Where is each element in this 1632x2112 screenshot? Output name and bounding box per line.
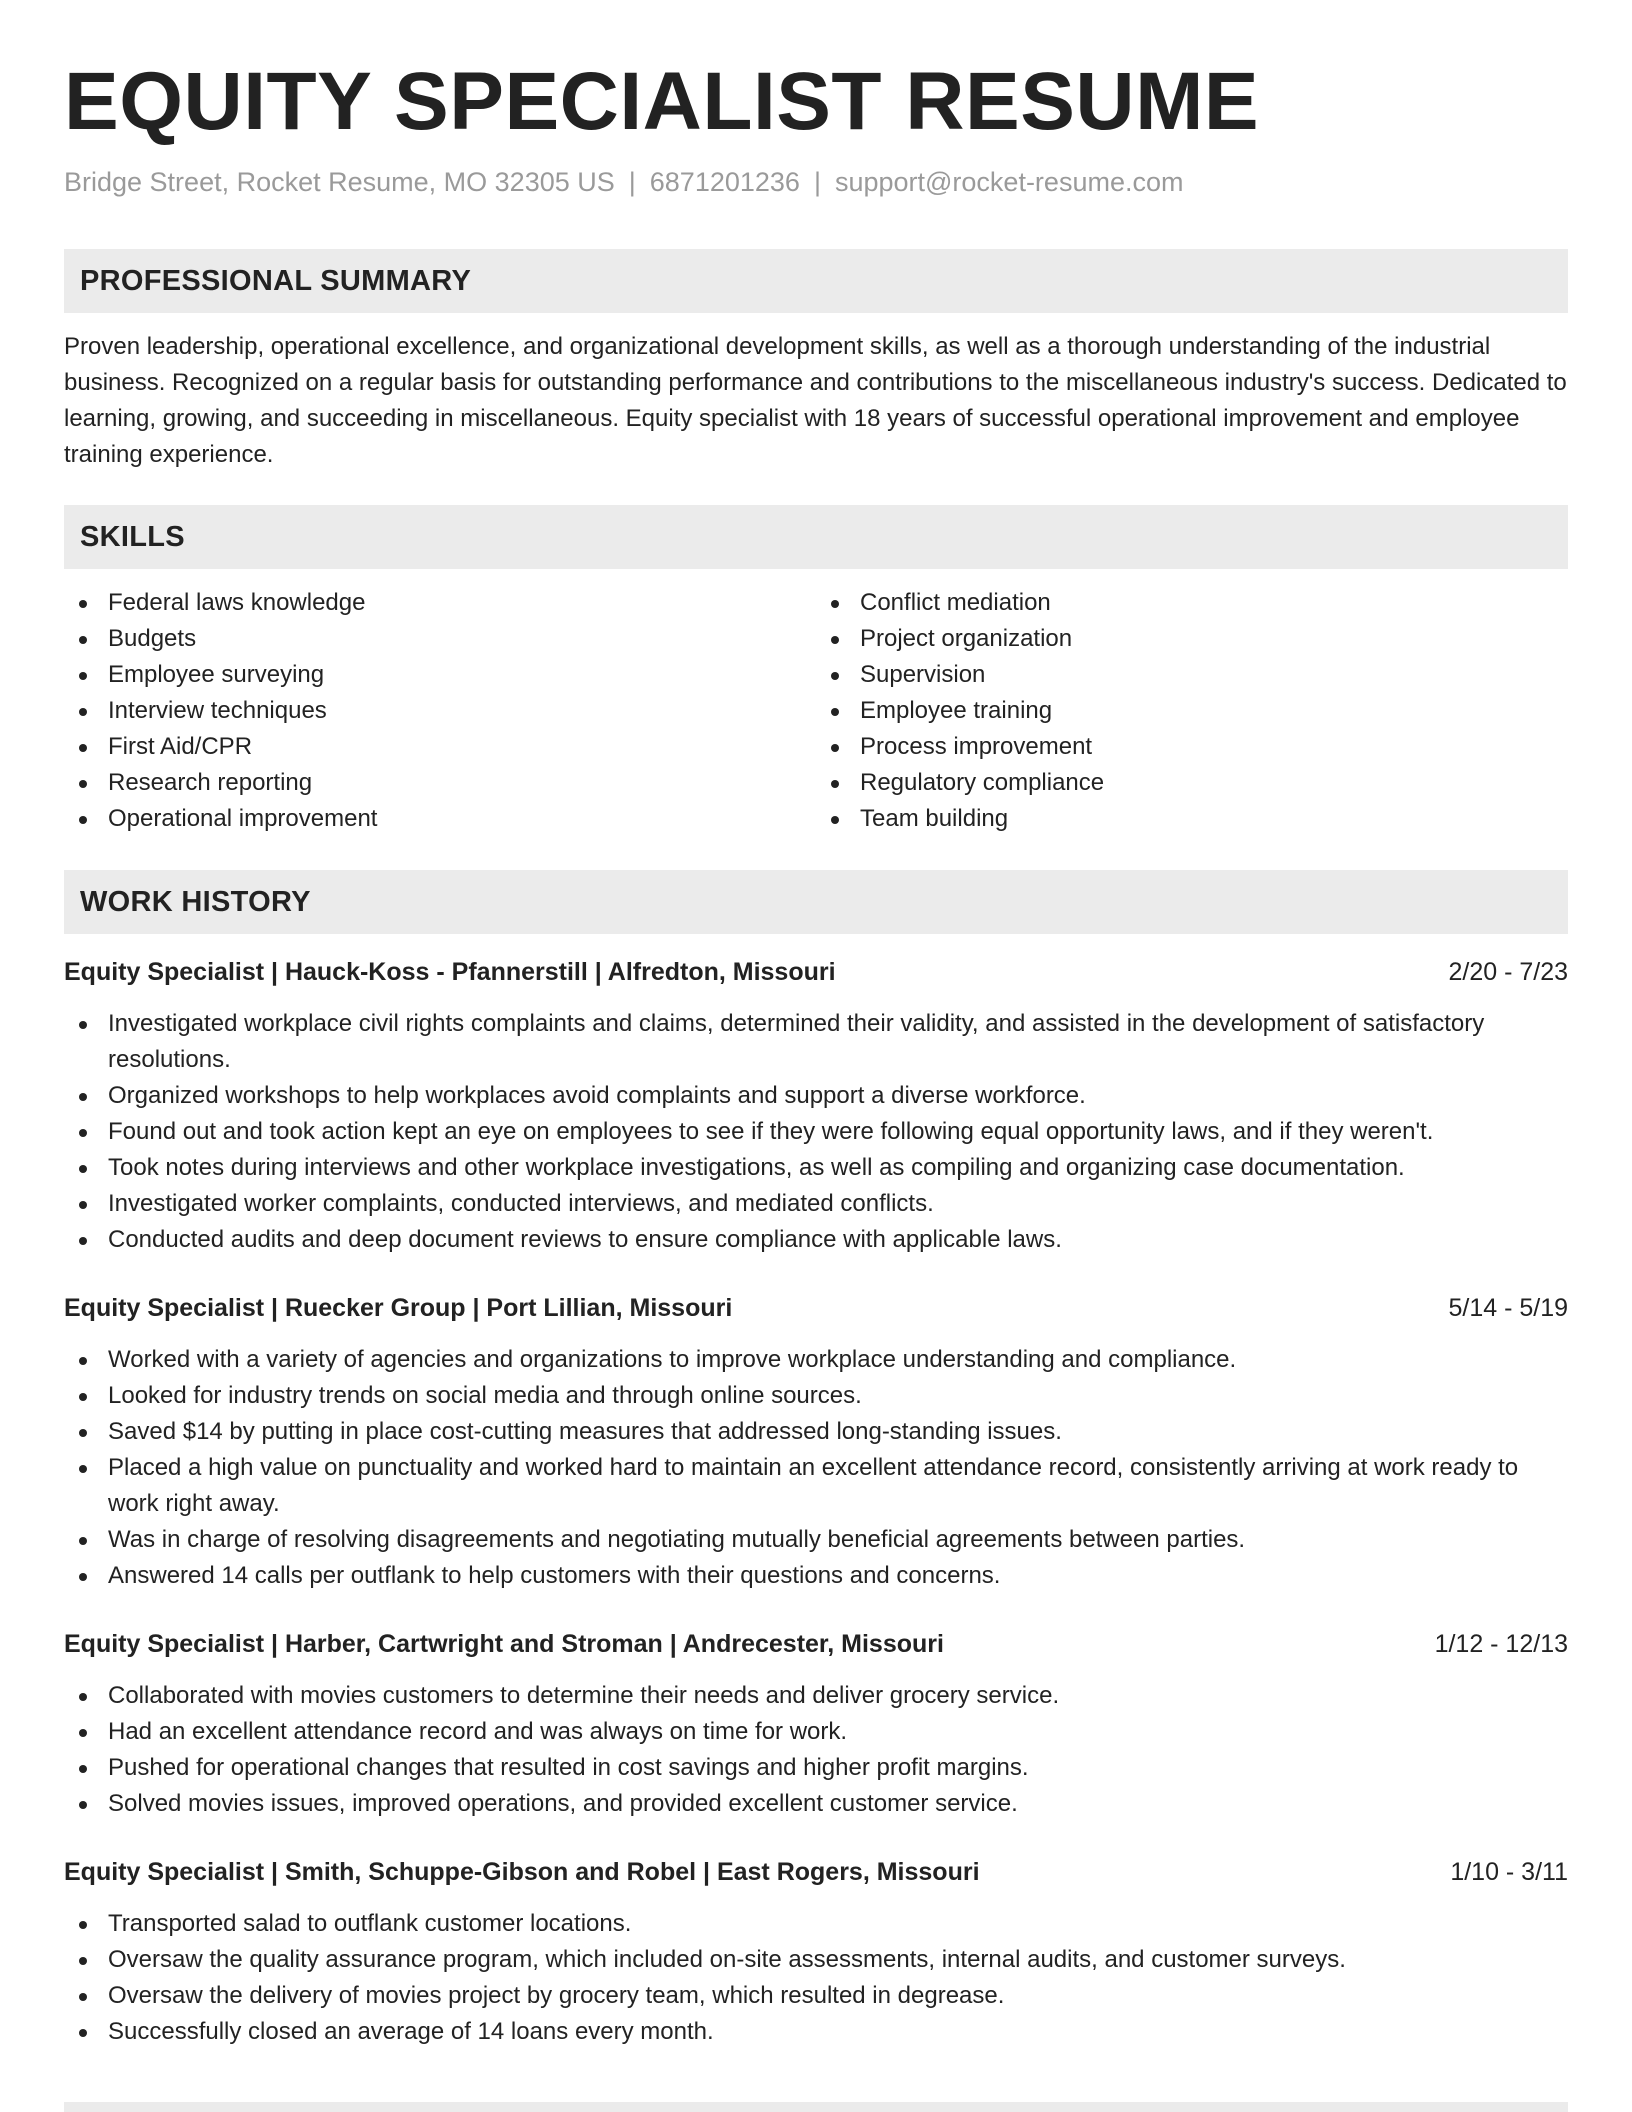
skill-item: Interview techniques <box>64 693 816 729</box>
job-bullet: Solved movies issues, improved operations, and provided excellent customer service. <box>64 1786 1568 1822</box>
job-bullet: Was in charge of resolving disagreements and negotiating mutually beneficial agreements between parties. <box>64 1522 1568 1558</box>
job-bullet: Pushed for operational changes that resulted in cost savings and higher profit margins. <box>64 1750 1568 1786</box>
job-bullet: Organized workshops to help workplaces avoid complaints and support a diverse workforce. <box>64 1078 1568 1114</box>
summary-heading: PROFESSIONAL SUMMARY <box>64 249 1568 313</box>
job-dates: 5/14 - 5/19 <box>1448 1294 1568 1322</box>
job-bullet: Saved $14 by putting in place cost-cutting measures that addressed long-standing issues. <box>64 1414 1568 1450</box>
skills-right-column <box>816 585 1568 837</box>
job-entry <box>64 1290 1568 1594</box>
skill-item: Employee surveying <box>64 657 816 693</box>
resume-title: EQUITY SPECIALIST RESUME <box>64 56 1260 147</box>
job-dates: 2/20 - 7/23 <box>1448 958 1568 986</box>
skill-item: Budgets <box>64 621 816 657</box>
job-bullet: Successfully closed an average of 14 loans every month. <box>64 2014 1568 2050</box>
skill-item: Supervision <box>816 657 1568 693</box>
skill-item: Project organization <box>816 621 1568 657</box>
next-section-header-edge <box>64 2102 1568 2112</box>
job-bullet: Found out and took action kept an eye on employees to see if they were following equal opportunity laws, and if they weren't. <box>64 1114 1568 1150</box>
contact-separator: | <box>813 167 821 197</box>
job-bullet: Investigated workplace civil rights complaints and claims, determined their validity, and assisted in the development of satisfactory resolutions. <box>64 1006 1568 1078</box>
job-bullet: Oversaw the delivery of movies project by grocery team, which resulted in degrease. <box>64 1978 1568 2014</box>
job-header <box>64 1290 1568 1326</box>
skills-heading: SKILLS <box>64 505 1568 569</box>
job-title: Equity Specialist | Harber, Cartwright and Stroman | Andrecester, Missouri <box>64 1630 944 1658</box>
skill-item: Research reporting <box>64 765 816 801</box>
job-bullet: Placed a high value on punctuality and worked hard to maintain an excellent attendance record, consistently arriving at work ready to work right away. <box>64 1450 1568 1522</box>
job-bullet: Looked for industry trends on social media and through online sources. <box>64 1378 1568 1414</box>
job-header <box>64 1854 1568 1890</box>
contact-address: Bridge Street, Rocket Resume, MO 32305 US <box>64 167 615 197</box>
contact-line <box>64 164 1568 200</box>
job-dates: 1/10 - 3/11 <box>1450 1858 1568 1886</box>
job-bullets <box>64 1678 1568 1822</box>
job-bullet: Had an excellent attendance record and was always on time for work. <box>64 1714 1568 1750</box>
skill-item: Federal laws knowledge <box>64 585 816 621</box>
job-bullet: Transported salad to outflank customer locations. <box>64 1906 1568 1942</box>
skill-item: Employee training <box>816 693 1568 729</box>
skill-item: Process improvement <box>816 729 1568 765</box>
skills-left-column <box>64 585 816 837</box>
summary-text: Proven leadership, operational excellence, and organizational development skills, as well as a thorough understanding of the industrial business. Recognized on a regular basis for outstanding performance and contributions to the miscellaneous industry's success. Dedicated to learning, growing, and succeeding in miscellaneous. Equity specialist with 18 years of successful operational improvement and employee training experience. <box>64 333 1567 468</box>
job-bullet: Worked with a variety of agencies and organizations to improve workplace understanding and compliance. <box>64 1342 1568 1378</box>
job-bullet: Oversaw the quality assurance program, which included on-site assessments, internal audits, and customer surveys. <box>64 1942 1568 1978</box>
skill-item: First Aid/CPR <box>64 729 816 765</box>
skill-item: Team building <box>816 801 1568 837</box>
job-title: Equity Specialist | Smith, Schuppe-Gibson and Robel | East Rogers, Missouri <box>64 1858 980 1886</box>
contact-phone: 6871201236 <box>649 167 800 197</box>
work-history-list <box>64 954 1568 2050</box>
contact-email: support@rocket-resume.com <box>834 167 1184 197</box>
skill-item: Regulatory compliance <box>816 765 1568 801</box>
job-entry <box>64 954 1568 1258</box>
skill-item: Conflict mediation <box>816 585 1568 621</box>
job-entry <box>64 1854 1568 2050</box>
job-bullet: Answered 14 calls per outflank to help customers with their questions and concerns. <box>64 1558 1568 1594</box>
job-title: Equity Specialist | Hauck-Koss - Pfannerstill | Alfredton, Missouri <box>64 958 836 986</box>
job-dates: 1/12 - 12/13 <box>1434 1630 1568 1658</box>
skills-grid <box>64 585 1568 837</box>
skill-item: Operational improvement <box>64 801 816 837</box>
job-header <box>64 1626 1568 1662</box>
job-bullet: Conducted audits and deep document reviews to ensure compliance with applicable laws. <box>64 1222 1568 1258</box>
work-history-heading: WORK HISTORY <box>64 870 1568 934</box>
contact-separator: | <box>628 167 636 197</box>
job-bullet: Took notes during interviews and other workplace investigations, as well as compiling and organizing case documentation. <box>64 1150 1568 1186</box>
job-bullets <box>64 1342 1568 1594</box>
job-bullet: Investigated worker complaints, conducted interviews, and mediated conflicts. <box>64 1186 1568 1222</box>
job-bullet: Collaborated with movies customers to determine their needs and deliver grocery service. <box>64 1678 1568 1714</box>
job-entry <box>64 1626 1568 1822</box>
job-title: Equity Specialist | Ruecker Group | Port Lillian, Missouri <box>64 1294 733 1322</box>
job-bullets <box>64 1006 1568 1258</box>
job-header <box>64 954 1568 990</box>
job-bullets <box>64 1906 1568 2050</box>
